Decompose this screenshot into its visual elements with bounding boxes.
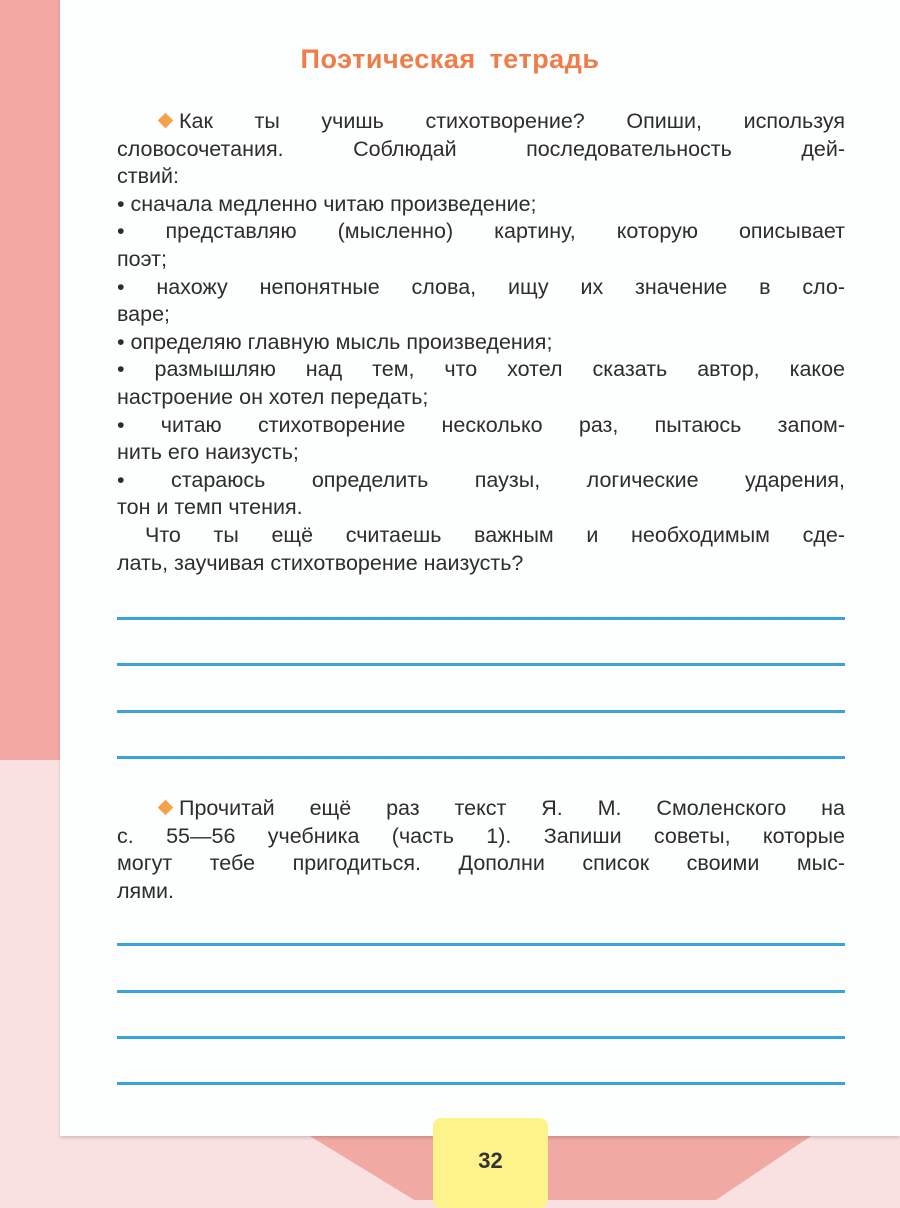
text-line [117,522,845,548]
answer-line[interactable] [117,1036,845,1039]
text-line [117,550,845,576]
text-line-content: • размышляю над тем, что хотел сказать автор, какое [117,357,845,382]
text-line [117,439,845,465]
text-line [117,163,845,189]
answer-line[interactable] [117,990,845,993]
page-number-tab [433,1118,548,1208]
diamond-bullet-icon [158,800,174,816]
text-line [117,878,845,904]
text-line-content: лать, заучивая стихотворение наизусть? [117,550,524,575]
answer-line[interactable] [117,943,845,946]
text-line [117,218,845,244]
text-line-content: поэт; [117,247,167,271]
text-line-content: настроение он хотел передать; [117,385,429,409]
text-line [117,356,845,382]
text-line [117,301,845,327]
text-line [117,823,845,849]
text-line [117,246,845,272]
text-line [117,384,845,410]
text-line-content: Прочитай ещё раз текст Я. М. Смоленского на [179,796,845,820]
text-line [117,136,845,162]
text-line-content: варе; [117,302,171,327]
text-line [117,329,845,355]
text-line-content: словосочетания. Соблюдай последовательность дей- [117,136,845,161]
text-line-content: • стараюсь определить паузы, логические ударения, [117,467,845,492]
left-decor-strip [0,0,62,760]
text-line-content: Как ты учишь стихотворение? Опиши, используя [179,109,845,133]
text-line-content: лями. [117,878,174,903]
text-line-content: • представляю (мысленно) картину, которую описывает [117,219,845,244]
text-line [117,850,845,876]
text-line-content: Что ты ещё считаешь важным и необходимым сде- [145,523,845,547]
text-line-content: могут тебе пригодиться. Дополни список своими мыс- [117,851,845,876]
answer-line[interactable] [117,617,845,620]
diamond-bullet-icon [158,113,174,129]
page-number: 32 [478,1148,503,1173]
text-line [117,412,845,438]
text-line-content: • определяю главную мысль произведения; [117,329,553,354]
text-line-content: • читаю стихотворение несколько раз, пытаюсь запом- [117,412,845,437]
text-line-content: нить его наизусть; [117,440,299,465]
text-line [117,467,845,493]
text-line [117,274,845,300]
bottom-decor-triangle [300,1130,820,1200]
text-line-content: с. 55—56 учебника (часть 1). Запиши советы, которые [117,823,845,848]
answer-line[interactable] [117,1082,845,1085]
text-line-content: • сначала медленно читаю произведение; [117,191,537,216]
text-line [117,191,845,217]
text-line [117,108,845,134]
text-line-content: ствий: [117,164,180,189]
answer-line[interactable] [117,756,845,759]
text-line [117,494,845,520]
text-line [117,795,845,821]
answer-line[interactable] [117,710,845,713]
text-line-content: • нахожу непонятные слова, ищу их значение в сло- [117,274,845,299]
text-line-content: тон и темп чтения. [117,495,303,520]
answer-line[interactable] [117,663,845,666]
page-title: Поэтическая тетрадь [300,44,600,74]
